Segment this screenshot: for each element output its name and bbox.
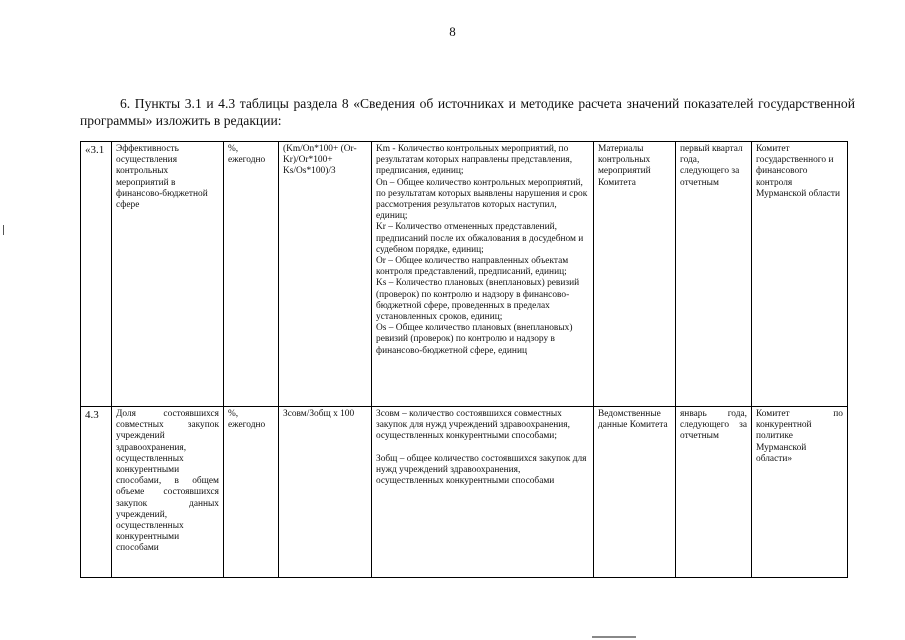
row-number: 4.3 — [81, 407, 112, 578]
scan-smudge — [592, 636, 636, 638]
description-line: Зобщ – общее количество состоявшихся закупок для нужд учреждений здравоохранения, осуществленных конкурентными способами — [376, 453, 589, 487]
description-line: Or – Общее количество направленных объектам контроля представлений, предписаний, единиц; — [376, 256, 571, 278]
description-line: Km - Количество контрольных мероприятий, по результатам которых направлены представления, предписания, единиц; — [376, 144, 575, 177]
period-cell: январь года, следующего за отчетным — [676, 407, 752, 578]
responsible-cell: Комитет по конкурентной политике Мурманской области» — [752, 407, 848, 578]
formula-cell: Зсовм/Зобщ х 100 — [279, 407, 372, 578]
description-line: Os – Общее количество плановых (внеплановых) ревизий (проверок) по контролю и надзору в финансово-бюджетной сфере, единиц — [376, 323, 575, 356]
unit-cell: %, ежегодно — [224, 142, 279, 407]
table-row — [81, 142, 848, 407]
responsible-cell: Комитет государственного и финансового контроля Мурманской области — [752, 142, 848, 407]
description-line: Kr – Количество отмененных представлений, предписаний после их обжалования в досудебном и судебном порядке, единиц; — [376, 222, 586, 255]
indicator-name: Доля состоявшихся совместных закупок учреждений здравоохранения, осуществленных конкурентными способами, в общем объеме состоявшихся закупок данных учреждений, осуществленных конкурентными способами — [112, 407, 224, 578]
table-row — [81, 407, 848, 578]
indicator-name: Эффективность осуществления контрольных мероприятий в финансово-бюджетной сфере — [112, 142, 224, 407]
period-cell: первый квартал года, следующего за отчетным — [676, 142, 752, 407]
description-line: On – Общее количество контрольных мероприятий, по результатам которых выявлены нарушения и срок рассмотрения результатов которых наступил, единиц; — [376, 177, 590, 222]
description-cell — [372, 142, 594, 407]
description-cell — [372, 407, 594, 578]
description-gap — [376, 443, 589, 454]
row-number: «3.1 — [81, 142, 112, 407]
source-cell: Ведомственные данные Комитета — [594, 407, 676, 578]
formula-cell: (Km/On*100+ (Or-Kr)/Or*100+ Ks/Os*100)/3 — [279, 142, 372, 407]
unit-cell: %, ежегодно — [224, 407, 279, 578]
description-line: Ks – Количество плановых (внеплановых) ревизий (проверок) по контролю и надзору в финансово-бюджетной сфере, проведенных в пределах установленных сроков, единиц; — [376, 278, 582, 323]
scan-edge-mark — [3, 225, 4, 235]
source-cell: Материалы контрольных мероприятий Комитета — [594, 142, 676, 407]
description-line: Зсовм – количество состоявшихся совместных закупок для нужд учреждений здравоохранения, осуществленных конкурентными способами; — [376, 409, 573, 442]
indicators-table — [80, 141, 848, 578]
intro-paragraph: 6. Пункты 3.1 и 4.3 таблицы раздела 8 «Сведения об источниках и методике расчета значений показателей государственной программы» изложить в редакции: — [80, 96, 855, 128]
page-number: 8 — [449, 24, 456, 39]
